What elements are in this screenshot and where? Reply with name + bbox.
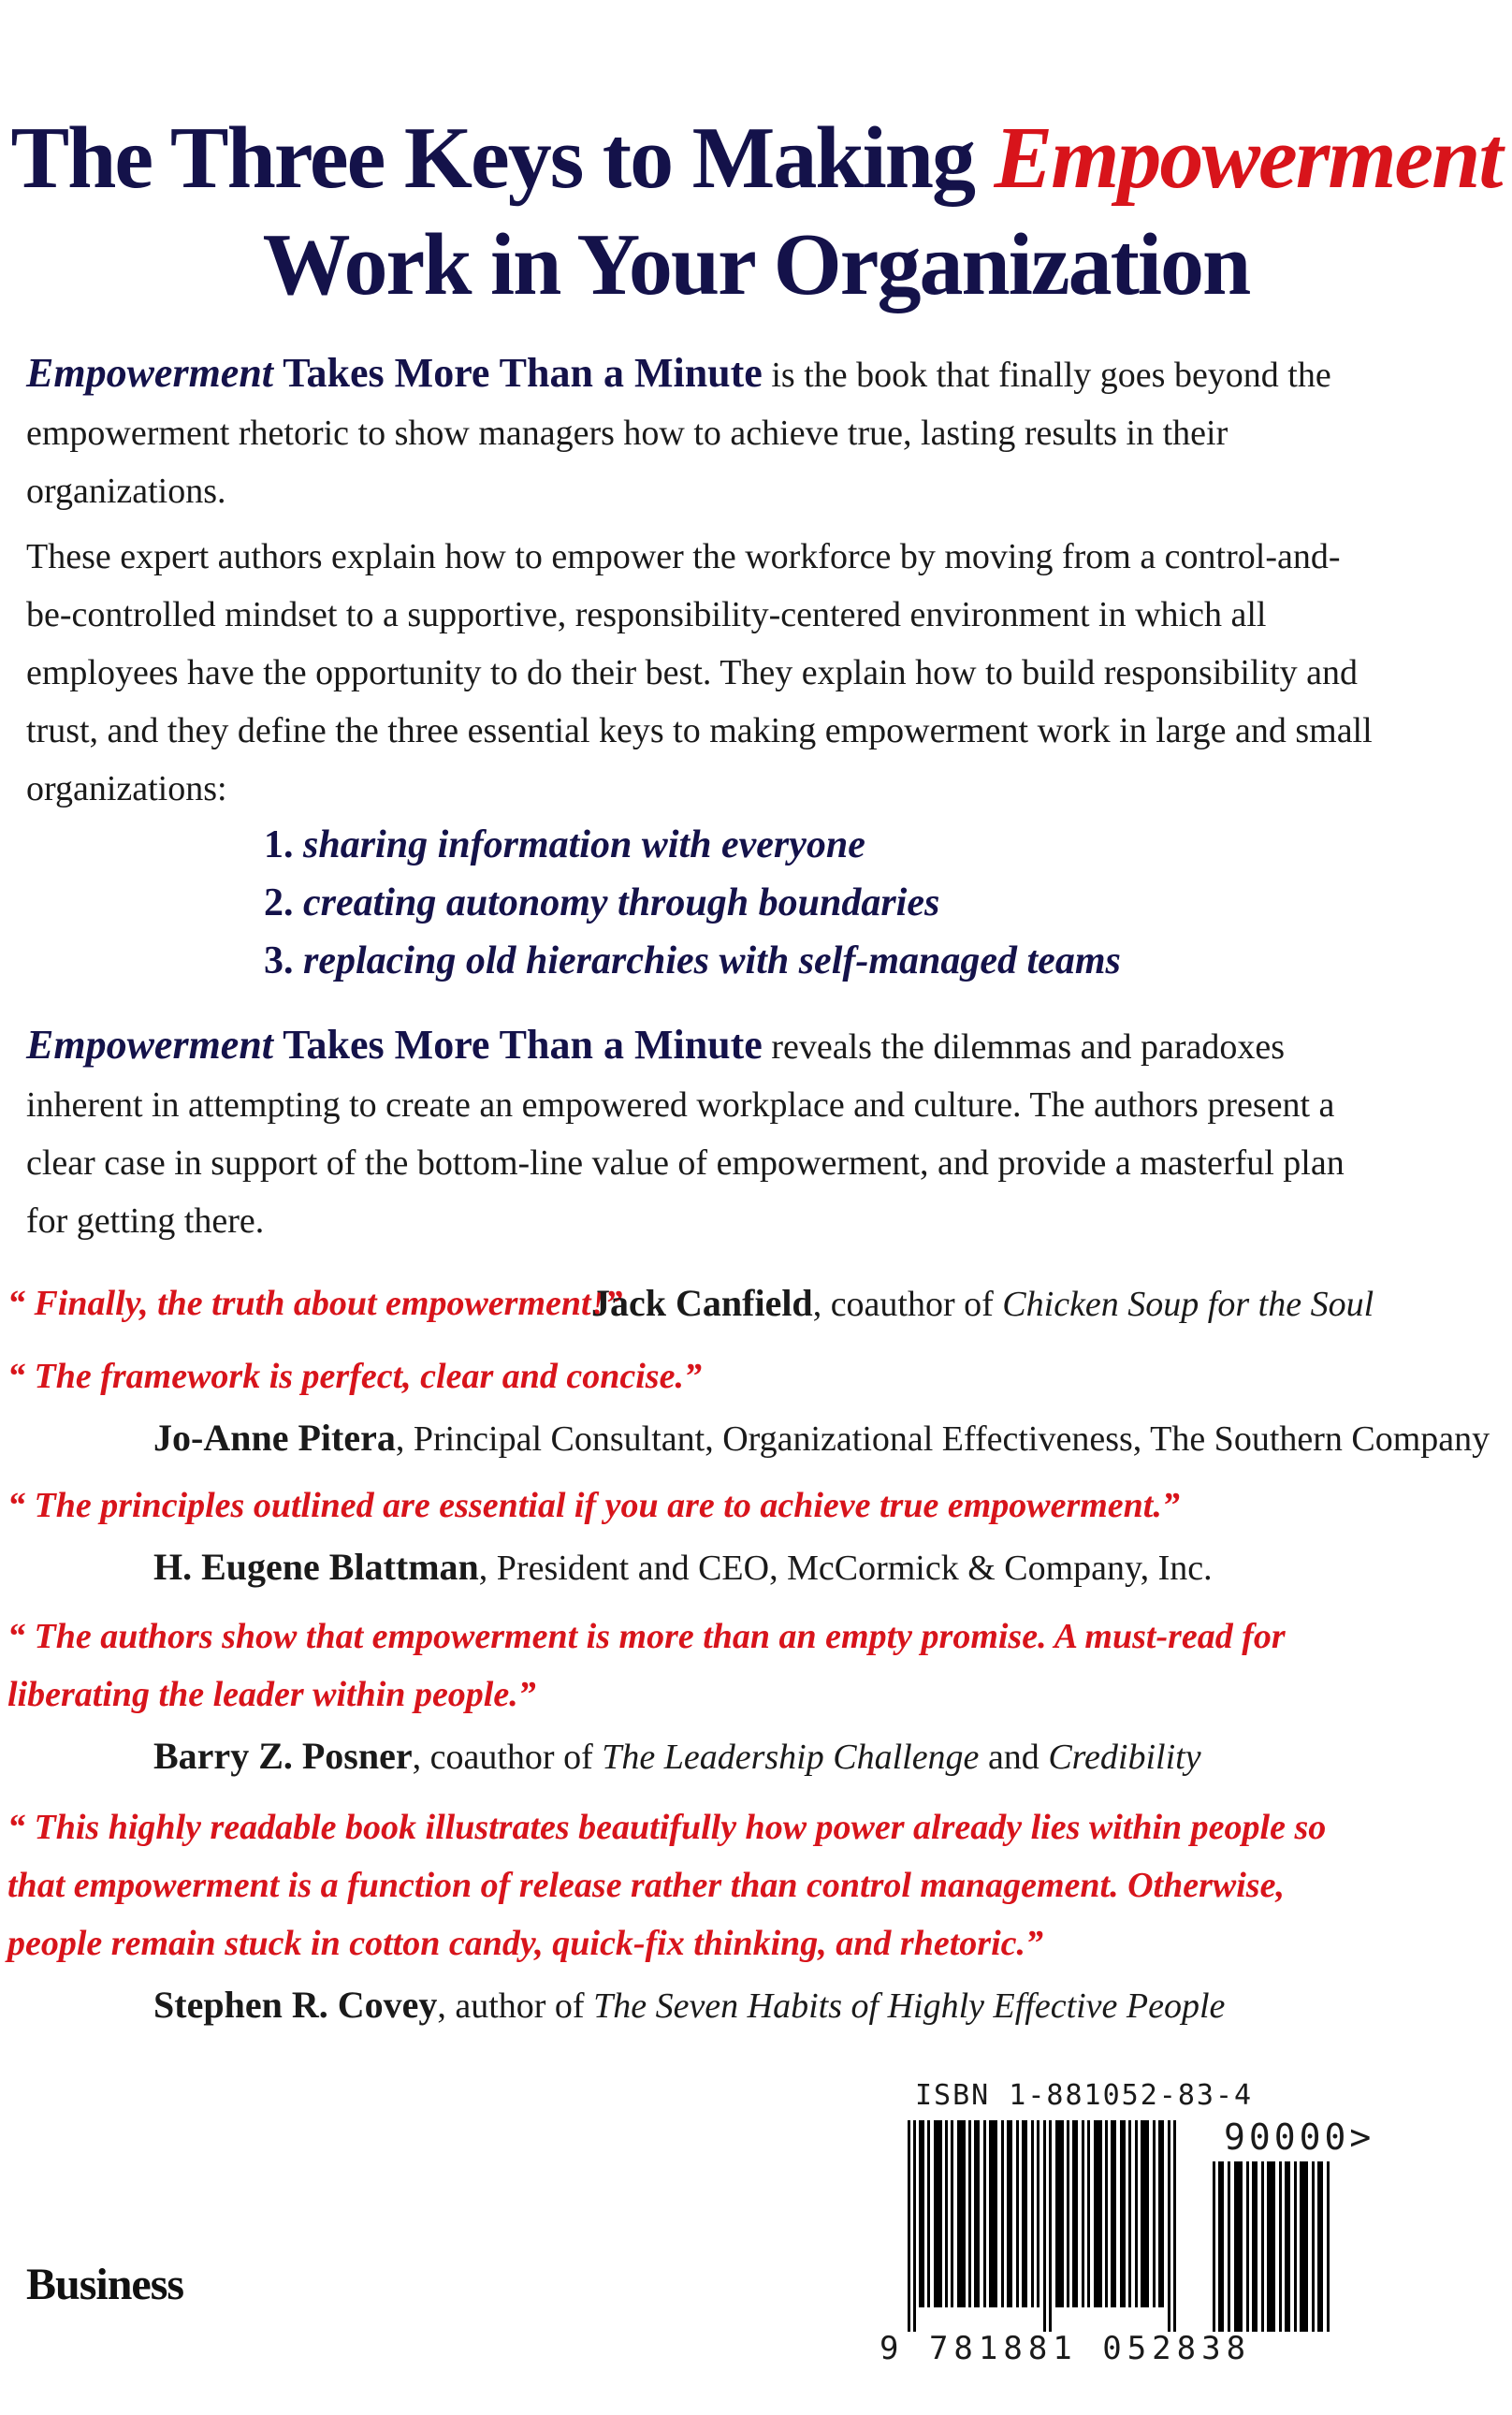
price-code: 90000>: [1224, 2117, 1375, 2158]
second-book-title-italic: Empowerment: [26, 1022, 274, 1068]
quote-3-attribution: [153, 1538, 1213, 1597]
price-barcode: [1213, 2161, 1334, 2332]
quote-3-text: “ The principles outlined are essential if you are to achieve true empowerment.”: [7, 1486, 1180, 1525]
intro-book-title: [26, 350, 763, 396]
list-item: [264, 932, 1121, 990]
intro-paragraph: [26, 344, 1374, 520]
quote-3-author: H. Eugene Blattman: [153, 1546, 479, 1588]
quote-2-text: “ The framework is perfect, clear and concise.”: [7, 1357, 702, 1396]
list-item: [264, 874, 1121, 932]
quote-4-text: “ The authors show that empowerment is more than an empty promise. A must-read for liberating the leader within people.”: [7, 1617, 1286, 1714]
category-label: Business: [26, 2260, 184, 2309]
list-item-number: 1.: [264, 823, 294, 866]
list-item-text: replacing old hierarchies with self-managed teams: [303, 939, 1121, 982]
list-item-text: sharing information with everyone: [303, 823, 865, 866]
second-paragraph: [26, 1016, 1374, 1250]
quote-4-work2: Credibility: [1048, 1738, 1201, 1777]
second-text: reveals the dilemmas and paradoxes inherent in attempting to create an empowered workplace and culture. The authors present a clear case in support of the bottom-line value of empowerment, and provide a masterful plan for getting there.: [26, 1027, 1345, 1241]
intro-book-title-italic: Empowerment: [26, 350, 274, 396]
quote-1-text: “ Finally, the truth about empowerment!”: [7, 1284, 623, 1323]
quote-4-role2: and: [979, 1738, 1049, 1777]
quote-1-attribution: [591, 1274, 1374, 1333]
quote-4-role: , coauthor of: [412, 1738, 603, 1777]
quote-3-role: , President and CEO, McCormick & Company, Inc.: [478, 1549, 1213, 1588]
quote-5-author: Stephen R. Covey: [153, 1984, 438, 2026]
title-line1-prefix: The Three Keys to Making: [10, 109, 995, 207]
body-paragraph: These expert authors explain how to empower the workforce by moving from a control-and-be-controlled mindset to a supportive, responsibility-centered environment in which all employees have the opportunity to do their best. They explain how to build responsibility and trust, and they define the three essential keys to making empowerment work in large and small organizations:: [26, 537, 1373, 808]
list-item-number: 3.: [264, 939, 294, 982]
quote-4-attribution: [153, 1727, 1201, 1786]
quote-4-author: Barry Z. Posner: [153, 1735, 413, 1777]
quote-2-author: Jo-Anne Pitera: [153, 1417, 396, 1459]
list-item-text: creating autonomy through boundaries: [303, 881, 940, 924]
quote-2-attribution: [153, 1409, 1490, 1468]
list-item-number: 2.: [264, 881, 294, 924]
quote-4-work: The Leadership Challenge: [602, 1738, 980, 1777]
intro-book-title-rest: Takes More Than a Minute: [273, 350, 763, 396]
second-book-title: [26, 1022, 763, 1068]
quote-1-author: Jack Canfield: [591, 1282, 813, 1324]
quote-1-work: Chicken Soup for the Soul: [1002, 1285, 1374, 1324]
quote-1-role: , coauthor of: [812, 1285, 1003, 1324]
list-item: [264, 816, 1121, 874]
second-book-title-rest: Takes More Than a Minute: [273, 1022, 763, 1068]
title-emphasis: Empowerment: [994, 109, 1502, 207]
isbn-label: ISBN 1-881052-83-4: [915, 2079, 1254, 2112]
barcode-digits: 9 781881 052838: [880, 2330, 1252, 2367]
quote-5-text: “ This highly readable book illustrates beautifully how power already lies within people so that empowerment is a function of release rather than control management. Otherwise, people remain stuck in cotton candy, quick-fix thinking, and rhetoric.”: [7, 1808, 1327, 1963]
quote-2-role: , Principal Consultant, Organizational Effectiveness, The Southern Company: [395, 1419, 1490, 1459]
keys-list: [264, 816, 1121, 990]
page-title: [0, 105, 1512, 318]
intro-text: is the book that finally goes beyond the empowerment rhetoric to show managers how to achieve true, lasting results in their organizations.: [26, 356, 1331, 511]
isbn-barcode: [908, 2120, 1188, 2332]
quote-5-role: , author of: [437, 1986, 594, 2026]
quote-5-attribution: [153, 1976, 1225, 2035]
quote-5-work: The Seven Habits of Highly Effective People: [593, 1986, 1226, 2026]
title-line2: Work in Your Organization: [262, 216, 1250, 313]
